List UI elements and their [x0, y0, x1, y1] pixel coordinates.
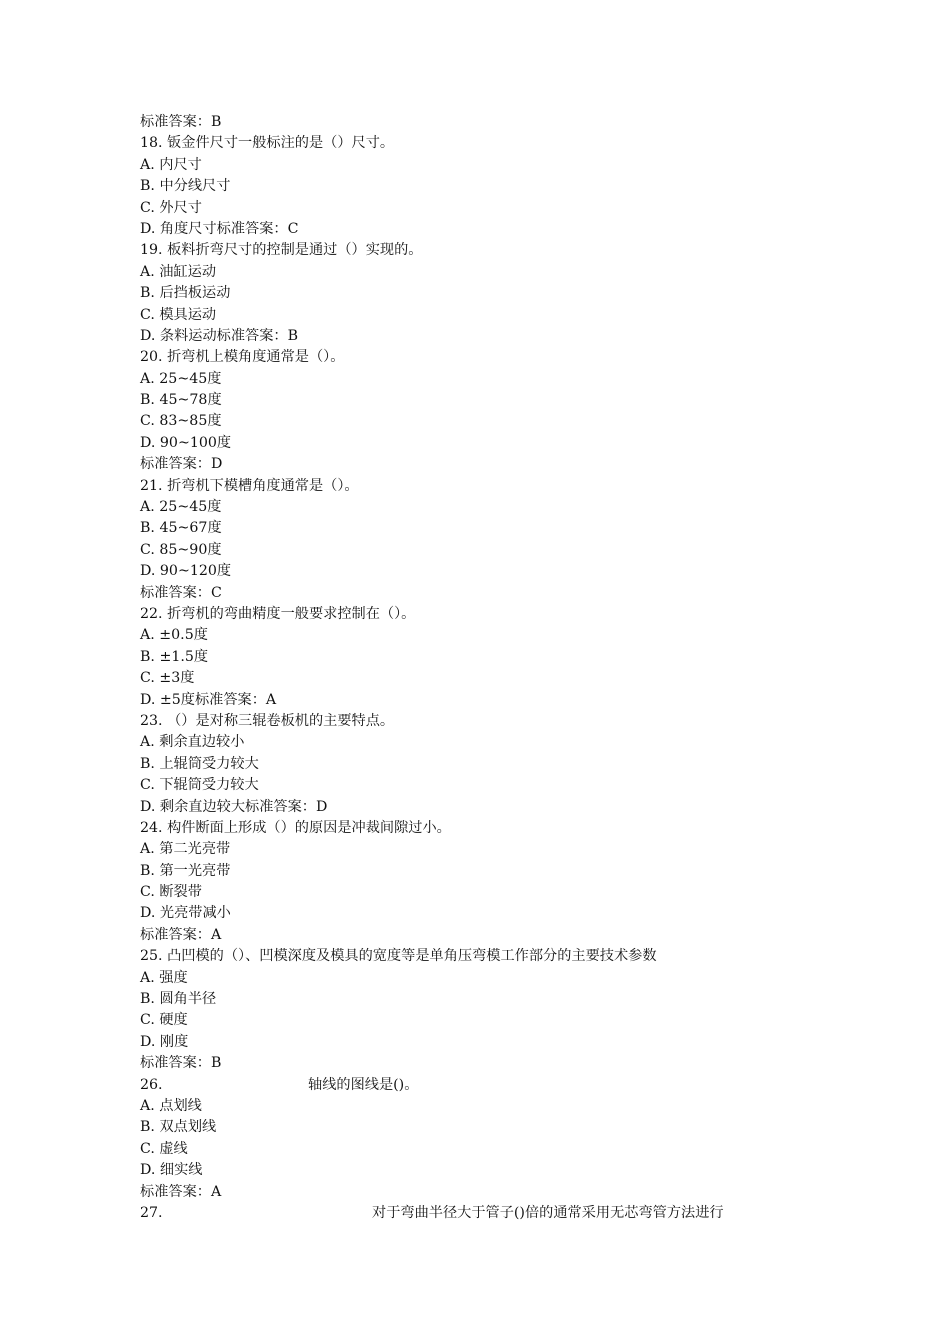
document-page	[140, 112, 840, 1224]
text-line: B. 上辊筒受力较大	[140, 755, 259, 772]
question-text: 轴线的图线是()。	[308, 1076, 419, 1093]
text-line: 24. 构件断面上形成（）的原因是冲裁间隙过小。	[140, 819, 451, 836]
text-line: C. 模具运动	[140, 306, 217, 323]
text-line: C. 硬度	[140, 1012, 188, 1029]
text-line: C. 外尺寸	[140, 199, 202, 216]
text-line: D. ±5度标准答案：A	[140, 691, 277, 708]
text-line: A. ±0.5度	[140, 627, 208, 644]
text-line: 22. 折弯机的弯曲精度一般要求控制在（）。	[140, 605, 416, 622]
text-line: D. 90~100度	[140, 434, 232, 451]
text-line: A. 25~45度	[140, 370, 222, 387]
text-line: 标准答案：B	[140, 1055, 222, 1072]
text-line: A. 25~45度	[140, 499, 222, 516]
text-line: C. ±3度	[140, 670, 195, 687]
text-line: C. 虚线	[140, 1140, 188, 1157]
text-line: D. 剩余直边较大标准答案：D	[140, 798, 328, 815]
text-line: C. 下辊筒受力较大	[140, 777, 259, 794]
text-line: 20. 折弯机上模角度通常是（）。	[140, 349, 345, 366]
text-line: 标准答案：C	[140, 584, 222, 601]
text-line: B. ±1.5度	[140, 648, 209, 665]
text-line: A. 第二光亮带	[140, 841, 231, 858]
text-line: 18. 钣金件尺寸一般标注的是（）尺寸。	[140, 135, 395, 152]
question-27	[140, 1203, 840, 1224]
text-line: 标准答案：D	[140, 456, 223, 473]
text-line: B. 双点划线	[140, 1119, 217, 1136]
text-line: 23. （）是对称三辊卷板机的主要特点。	[140, 712, 395, 729]
text-line: A. 内尺寸	[140, 156, 202, 173]
question-text: 对于弯曲半径大于管子()倍的通常采用无芯弯管方法进行	[372, 1204, 724, 1221]
text-line: A. 油缸运动	[140, 263, 217, 280]
text-line: C. 85~90度	[140, 541, 222, 558]
question-number: 26.	[140, 1076, 163, 1093]
text-line: D. 光亮带减小	[140, 905, 231, 922]
question-26	[140, 1075, 840, 1096]
text-line: C. 断裂带	[140, 884, 202, 901]
text-line: C. 83~85度	[140, 413, 222, 430]
text-line: 标准答案：A	[140, 1183, 222, 1200]
question-lines	[140, 112, 840, 1075]
text-line: 标准答案：B	[140, 114, 222, 130]
text-line: B. 圆角半径	[140, 991, 217, 1008]
text-line: D. 细实线	[140, 1162, 203, 1179]
question-26-options	[140, 1096, 840, 1203]
text-line: B. 45~67度	[140, 520, 222, 537]
text-line: D. 条料运动标准答案：B	[140, 327, 299, 344]
text-line: A. 剩余直边较小	[140, 734, 245, 751]
text-line: 19. 板料折弯尺寸的控制是通过（）实现的。	[140, 242, 423, 259]
text-line: A. 强度	[140, 969, 188, 986]
text-line: 25. 凸凹模的（）、凹模深度及模具的宽度等是单角压弯模工作部分的主要技术参数	[140, 948, 657, 965]
text-line: 标准答案：A	[140, 926, 222, 943]
text-line: D. 刚度	[140, 1033, 189, 1050]
text-line: D. 角度尺寸标准答案：C	[140, 220, 299, 237]
text-line: B. 中分线尺寸	[140, 178, 231, 195]
question-number: 27.	[140, 1204, 163, 1221]
text-line: 21. 折弯机下模槽角度通常是（）。	[140, 477, 359, 494]
text-line: B. 后挡板运动	[140, 285, 231, 302]
text-line: B. 45~78度	[140, 392, 222, 409]
text-line: D. 90~120度	[140, 563, 232, 580]
text-line: B. 第一光亮带	[140, 862, 231, 879]
text-line: A. 点划线	[140, 1097, 202, 1114]
